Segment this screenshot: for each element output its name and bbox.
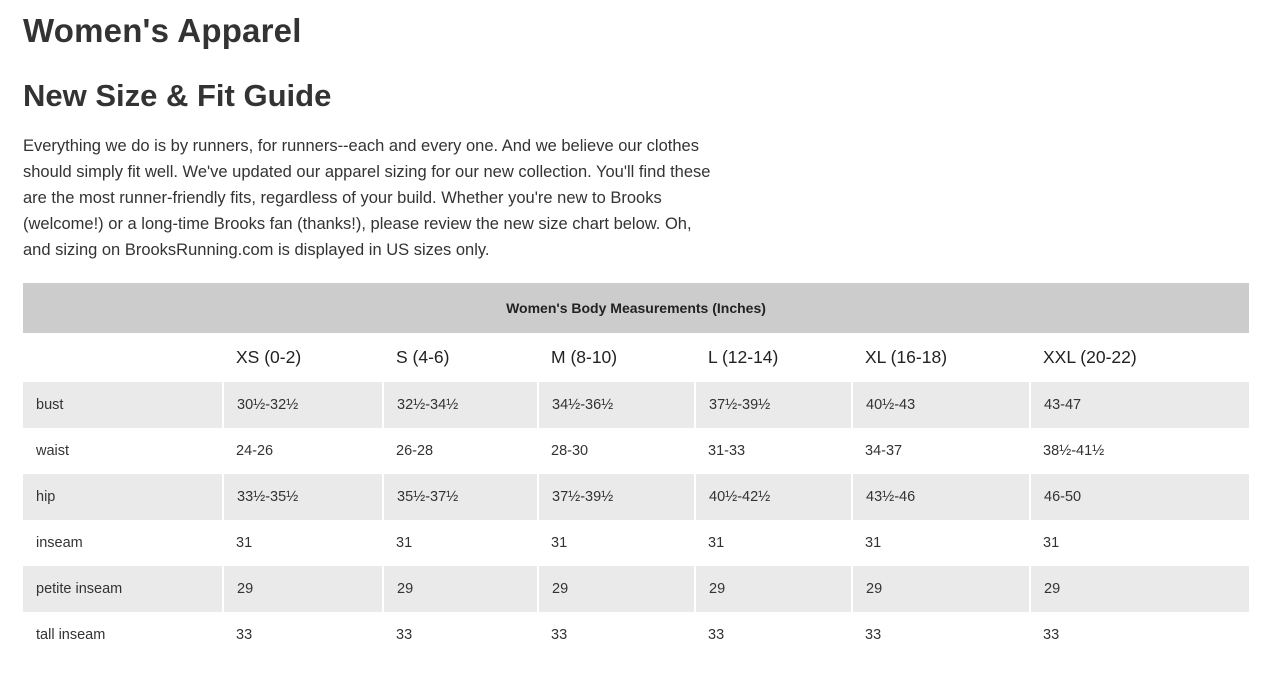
table-cell: 31	[551, 535, 568, 551]
table-cell: 38½-41½	[1043, 443, 1105, 459]
table-cell: 31-33	[708, 443, 746, 459]
page-subtitle: New Size & Fit Guide	[23, 78, 332, 113]
table-row-hip	[23, 474, 1249, 520]
header-cell-xs: XS (0-2)	[223, 333, 383, 382]
table-cell: 34½-36½	[538, 382, 695, 428]
table-cell: 31	[396, 535, 413, 551]
table-caption-row	[23, 283, 1249, 333]
page-title: Women's Apparel	[23, 12, 302, 49]
header-cell-xl: XL (16-18)	[852, 333, 1030, 382]
table-cell: 43-47	[1030, 382, 1249, 428]
table-cell: 29	[695, 566, 852, 612]
table-cell: 29	[1030, 566, 1249, 612]
table-cell: 33	[236, 627, 253, 643]
row-label: petite inseam	[23, 566, 223, 612]
table-row-tall-inseam	[23, 612, 1249, 658]
table-cell: 37½-39½	[695, 382, 852, 428]
table-cell: 31	[236, 535, 253, 551]
row-label: tall inseam	[36, 627, 106, 643]
table-cell: 26-28	[396, 443, 434, 459]
row-label: waist	[36, 443, 70, 459]
table-cell: 29	[852, 566, 1030, 612]
header-cell-xxl: XXL (20-22)	[1030, 333, 1249, 382]
table-row-inseam	[23, 520, 1249, 566]
row-label: hip	[23, 474, 223, 520]
table-cell: 32½-34½	[383, 382, 538, 428]
table-caption: Women's Body Measurements (Inches)	[23, 283, 1249, 333]
table-cell: 31	[865, 535, 882, 551]
table-cell: 33	[396, 627, 413, 643]
table-row-waist	[23, 428, 1249, 474]
table-cell: 33	[865, 627, 882, 643]
table-cell: 30½-32½	[223, 382, 383, 428]
header-cell-s: S (4-6)	[383, 333, 538, 382]
table-cell: 40½-42½	[695, 474, 852, 520]
size-chart-table	[23, 283, 1249, 658]
header-cell-empty	[23, 333, 223, 382]
table-cell: 29	[538, 566, 695, 612]
table-cell: 37½-39½	[538, 474, 695, 520]
table-cell: 35½-37½	[383, 474, 538, 520]
table-cell: 46-50	[1030, 474, 1249, 520]
row-label: bust	[23, 382, 223, 428]
table-cell: 29	[383, 566, 538, 612]
table-cell: 29	[223, 566, 383, 612]
table-cell: 34-37	[865, 443, 903, 459]
table-cell: 40½-43	[852, 382, 1030, 428]
intro-paragraph: Everything we do is by runners, for runners--each and every one. And we believe our clothes should simply fit well. We've updated our apparel sizing for our new collection. You'll find these are the most runner-friendly fits, regardless of your build. Whether you're new to Brooks (welcome!) or a long-time Brooks fan (thanks!), please review the new size chart below. Oh, and sizing on BrooksRunning.com is displayed in US sizes only.	[23, 137, 711, 259]
header-cell-l: L (12-14)	[695, 333, 852, 382]
table-row-petite-inseam	[23, 566, 1249, 612]
table-cell: 28-30	[551, 443, 589, 459]
header-cell-m: M (8-10)	[538, 333, 695, 382]
table-cell: 43½-46	[852, 474, 1030, 520]
table-cell: 31	[708, 535, 725, 551]
table-cell: 24-26	[236, 443, 274, 459]
table-cell: 33	[1043, 627, 1060, 643]
table-cell: 33	[708, 627, 725, 643]
table-cell: 31	[1043, 535, 1060, 551]
size-header-row	[23, 333, 1249, 382]
table-cell: 33½-35½	[223, 474, 383, 520]
table-cell: 33	[551, 627, 568, 643]
row-label: inseam	[36, 535, 83, 551]
table-row-bust	[23, 382, 1249, 428]
